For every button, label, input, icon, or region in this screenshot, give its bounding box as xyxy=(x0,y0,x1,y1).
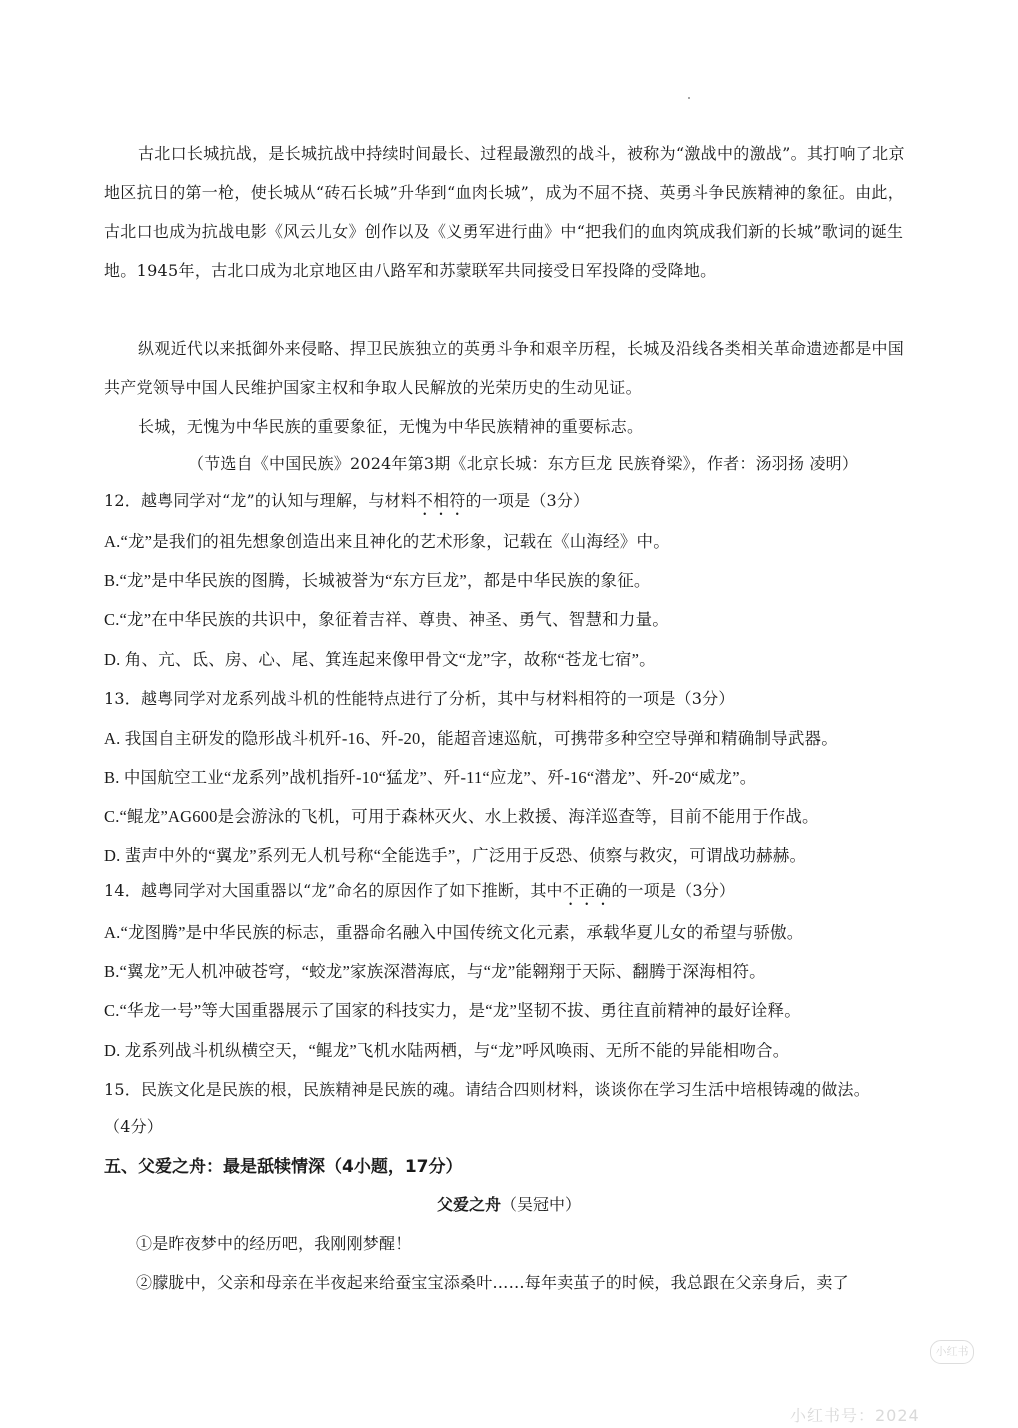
passage-paragraph-1: 古北口长城抗战，是长城抗战中持续时间最长、过程最激烈的战斗，被称为“激战中的激战”。其打响了北京地区抗日的第一枪，使长城从“砖石长城”升华到“血肉长城”，成为不屈不挠、英勇斗争民族精神的象征。由此，古北口也成为抗战电影《风云儿女》创作以及《义勇军进行曲》中“把我们的血肉筑成我们新的长城”歌词的诞生地。1945年，古北口成为北京地区由八路军和苏蒙联军共同接受日军投降的受降地。 xyxy=(104,144,905,280)
q13-stem: 13．越粤同学对龙系列战斗机的性能特点进行了分析，其中与材料相符的一项是（3分） xyxy=(104,689,735,708)
q14-stem xyxy=(104,880,735,909)
q12-stem xyxy=(104,490,589,519)
scan-speck xyxy=(688,97,690,99)
passage-paragraph-3: 长城，无愧为中华民族的重要象征，无愧为中华民族精神的重要标志。 xyxy=(138,417,644,436)
q14-stem-b: 的一项是（3分） xyxy=(611,881,736,900)
q12-option-b: B.“龙”是中华民族的图腾，长城被誉为“东方巨龙”，都是中华民族的象征。 xyxy=(104,571,651,590)
article-title: 父爱之舟 xyxy=(436,1195,501,1214)
q14-option-a: A.“龙图腾”是中华民族的标志，重器命名融入中国传统文化元素，承载华夏儿女的希望与骄傲。 xyxy=(104,923,804,942)
watermark-logo: 小红书 xyxy=(930,1340,974,1364)
section-5-heading: 五、父爱之舟：最是舐犊情深（4小题，17分） xyxy=(104,1157,463,1177)
q14-option-c: C.“华龙一号”等大国重器展示了国家的科技实力，是“龙”坚韧不拔、勇往直前精神的最好诠释。 xyxy=(104,1001,801,1020)
q14-stem-a: 14．越粤同学对大国重器以“龙”命名的原因作了如下推断，其中 xyxy=(104,881,563,900)
passage-paragraph-2: 纵观近代以来抵御外来侵略、捍卫民族独立的英勇斗争和艰辛历程，长城及沿线各类相关革命遗迹都是中国共产党领导中国人民维护国家主权和争取人民解放的光荣历史的生动见证。 xyxy=(104,339,905,397)
q15-line-1: 15．民族文化是民族的根，民族精神是民族的魂。请结合四则材料，谈谈你在学习生活中培根铸魂的做法。 xyxy=(104,1080,870,1099)
passage-source: （节选自《中国民族》2024年第3期《北京长城：东方巨龙 民族脊梁》，作者：汤羽扬 凌明） xyxy=(188,454,859,473)
q15-line-2: （4分） xyxy=(104,1117,163,1136)
q12-stem-a: 12．越粤同学对“龙”的认知与理解，与材料 xyxy=(104,491,417,510)
q12-option-d: D. 角、亢、氐、房、心、尾、箕连起来像甲骨文“龙”字，故称“苍龙七宿”。 xyxy=(104,650,656,669)
q12-stem-b: 的一项是（3分） xyxy=(465,491,590,510)
q12-stem-emphasis: 不相符 xyxy=(416,491,466,510)
watermark-text: 小红书号：2024 xyxy=(790,1406,920,1425)
article-paragraph-2: ②朦胧中，父亲和母亲在半夜起来给蚕宝宝添桑叶……每年卖茧子的时候，我总跟在父亲身后，卖了 xyxy=(136,1273,849,1292)
article-author: （吴冠中） xyxy=(501,1195,582,1214)
q13-option-c: C.“鲲龙”AG600是会游泳的飞机，可用于森林灭火、水上救援、海洋巡查等，目前不能用于作战。 xyxy=(104,807,819,826)
article-title-line xyxy=(0,1194,1018,1216)
article-paragraph-1: ①是昨夜梦中的经历吧，我刚刚梦醒！ xyxy=(136,1234,412,1253)
q14-stem-emphasis: 不正确 xyxy=(562,881,612,900)
q14-option-b: B.“翼龙”无人机冲破苍穹，“蛟龙”家族深潜海底，与“龙”能翱翔于天际、翻腾于深海相符。 xyxy=(104,962,766,981)
q13-option-b: B. 中国航空工业“龙系列”战机指歼-10“猛龙”、歼-11“应龙”、歼-16“潜龙”、歼-20“威龙”。 xyxy=(104,768,757,787)
q12-option-c: C.“龙”在中华民族的共识中，象征着吉祥、尊贵、神圣、勇气、智慧和力量。 xyxy=(104,610,669,629)
q14-option-d: D. 龙系列战斗机纵横空天，“鲲龙”飞机水陆两栖，与“龙”呼风唤雨、无所不能的异能相吻合。 xyxy=(104,1041,790,1060)
q13-option-d: D. 蜚声中外的“翼龙”系列无人机号称“全能选手”，广泛用于反恐、侦察与救灾，可谓战功赫赫。 xyxy=(104,846,807,865)
q12-option-a: A.“龙”是我们的祖先想象创造出来且神化的艺术形象，记载在《山海经》中。 xyxy=(104,532,670,551)
q13-option-a: A. 我国自主研发的隐形战斗机歼-16、歼-20，能超音速巡航，可携带多种空空导弹和精确制导武器。 xyxy=(104,729,838,748)
